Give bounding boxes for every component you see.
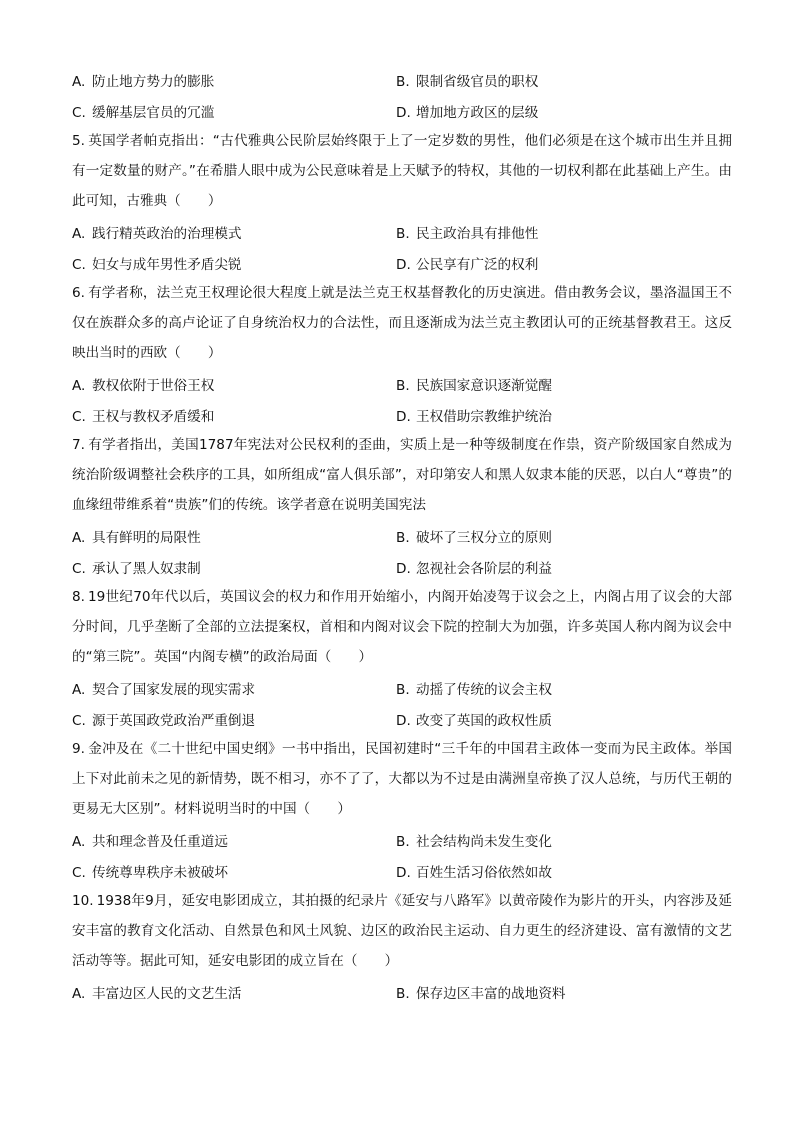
question-8-stem: 8. 19世纪70年代以后，英国议会的权力和作用开始缩小，内阁开始凌驾于议会之上，内阁占用了议会的大部分时间，几乎垄断了全部的立法提案权，首相和内阁对议会下院的控制大为加强，许多英国人称内阁为议会中的“第三院”。英国“内阁专横”的政治局面（ ） <box>72 589 732 665</box>
option-row <box>72 855 732 886</box>
option-a[interactable]: A. 防止地方势力的膨胀 <box>72 73 215 90</box>
option-b[interactable]: B. 破坏了三权分立的原则 <box>396 529 552 546</box>
option-row <box>72 976 732 1007</box>
option-c[interactable]: C. 传统尊卑秩序未被破坏 <box>72 864 228 881</box>
option-a[interactable]: A. 践行精英政治的治理模式 <box>72 225 242 242</box>
option-d[interactable]: D. 百姓生活习俗依然如故 <box>396 864 552 881</box>
option-row <box>72 520 732 551</box>
option-row <box>72 672 732 703</box>
option-row <box>72 368 732 399</box>
option-row <box>72 95 732 126</box>
option-row <box>72 216 732 247</box>
option-b[interactable]: B. 社会结构尚未发生变化 <box>396 833 552 850</box>
option-row <box>72 824 732 855</box>
option-row <box>72 64 732 95</box>
option-b[interactable]: B. 动摇了传统的议会主权 <box>396 681 552 698</box>
option-a[interactable]: A. 共和理念普及任重道远 <box>72 833 228 850</box>
option-a[interactable]: A. 具有鲜明的局限性 <box>72 529 201 546</box>
question-10-stem: 10. 1938年9月，延安电影团成立，其拍摄的纪录片《延安与八路军》以黄帝陵作为影片的开头，内容涉及延安丰富的教育文化活动、自然景色和风土风貌、边区的政治民主运动、自力更生的经济建设、富有激情的文艺活动等等。据此可知，延安电影团的成立旨在（ ） <box>72 893 732 969</box>
option-d[interactable]: D. 增加地方政区的层级 <box>396 104 539 121</box>
option-c[interactable]: C. 缓解基层官员的冗滥 <box>72 104 215 121</box>
question-6-stem: 6. 有学者称，法兰克王权理论很大程度上就是法兰克王权基督教化的历史演进。借由教务会议，墨洛温国王不仅在族群众多的高卢论证了自身统治权力的合法性，而且逐渐成为法兰克主教团认可的正统基督教君王。这反映出当时的西欧（ ） <box>72 285 732 361</box>
question-7-stem: 7. 有学者指出，美国1787年宪法对公民权利的歪曲，实质上是一种等级制度在作祟，资产阶级国家自然成为统治阶级调整社会秩序的工具，如所组成“富人俱乐部”，对印第安人和黑人奴隶本能的厌恶，以白人“尊贵”的血缘纽带维系着“贵族”们的传统。该学者意在说明美国宪法 <box>72 437 732 513</box>
option-row <box>72 703 732 734</box>
option-b[interactable]: B. 民族国家意识逐渐觉醒 <box>396 377 552 394</box>
option-d[interactable]: D. 公民享有广泛的权利 <box>396 256 539 273</box>
option-a[interactable]: A. 契合了国家发展的现实需求 <box>72 681 256 698</box>
option-row <box>72 551 732 582</box>
question-list <box>72 64 732 1007</box>
option-c[interactable]: C. 妇女与成年男性矛盾尖锐 <box>72 256 242 273</box>
question-9-stem: 9. 金冲及在《二十世纪中国史纲》一书中指出，民国初建时“三千年的中国君主政体一变而为民主政体。举国上下对此前未之见的新情势，既不相习，亦不了了，大都以为不过是由满洲皇帝换了汉人总统，与历代王朝的更易无大区别”。材料说明当时的中国（ ） <box>72 741 732 817</box>
option-b[interactable]: B. 保存边区丰富的战地资料 <box>396 985 566 1002</box>
option-d[interactable]: D. 改变了英国的政权性质 <box>396 712 552 729</box>
option-d[interactable]: D. 忽视社会各阶层的利益 <box>396 560 552 577</box>
option-b[interactable]: B. 限制省级官员的职权 <box>396 73 539 90</box>
option-a[interactable]: A. 丰富边区人民的文艺生活 <box>72 985 242 1002</box>
option-row <box>72 247 732 278</box>
option-b[interactable]: B. 民主政治具有排他性 <box>396 225 539 242</box>
option-a[interactable]: A. 教权依附于世俗王权 <box>72 377 215 394</box>
question-5-stem: 5. 英国学者帕克指出：“古代雅典公民阶层始终限于上了一定岁数的男性，他们必须是在这个城市出生并且拥有一定数量的财产。”在希腊人眼中成为公民意味着是上天赋予的特权，其他的一切权利都在此基础上产生。由此可知，古雅典（ ） <box>72 133 732 209</box>
option-c[interactable]: C. 源于英国政党政治严重倒退 <box>72 712 256 729</box>
option-c[interactable]: C. 王权与教权矛盾缓和 <box>72 408 215 425</box>
option-c[interactable]: C. 承认了黑人奴隶制 <box>72 560 201 577</box>
option-d[interactable]: D. 王权借助宗教维护统治 <box>396 408 552 425</box>
option-row <box>72 399 732 430</box>
